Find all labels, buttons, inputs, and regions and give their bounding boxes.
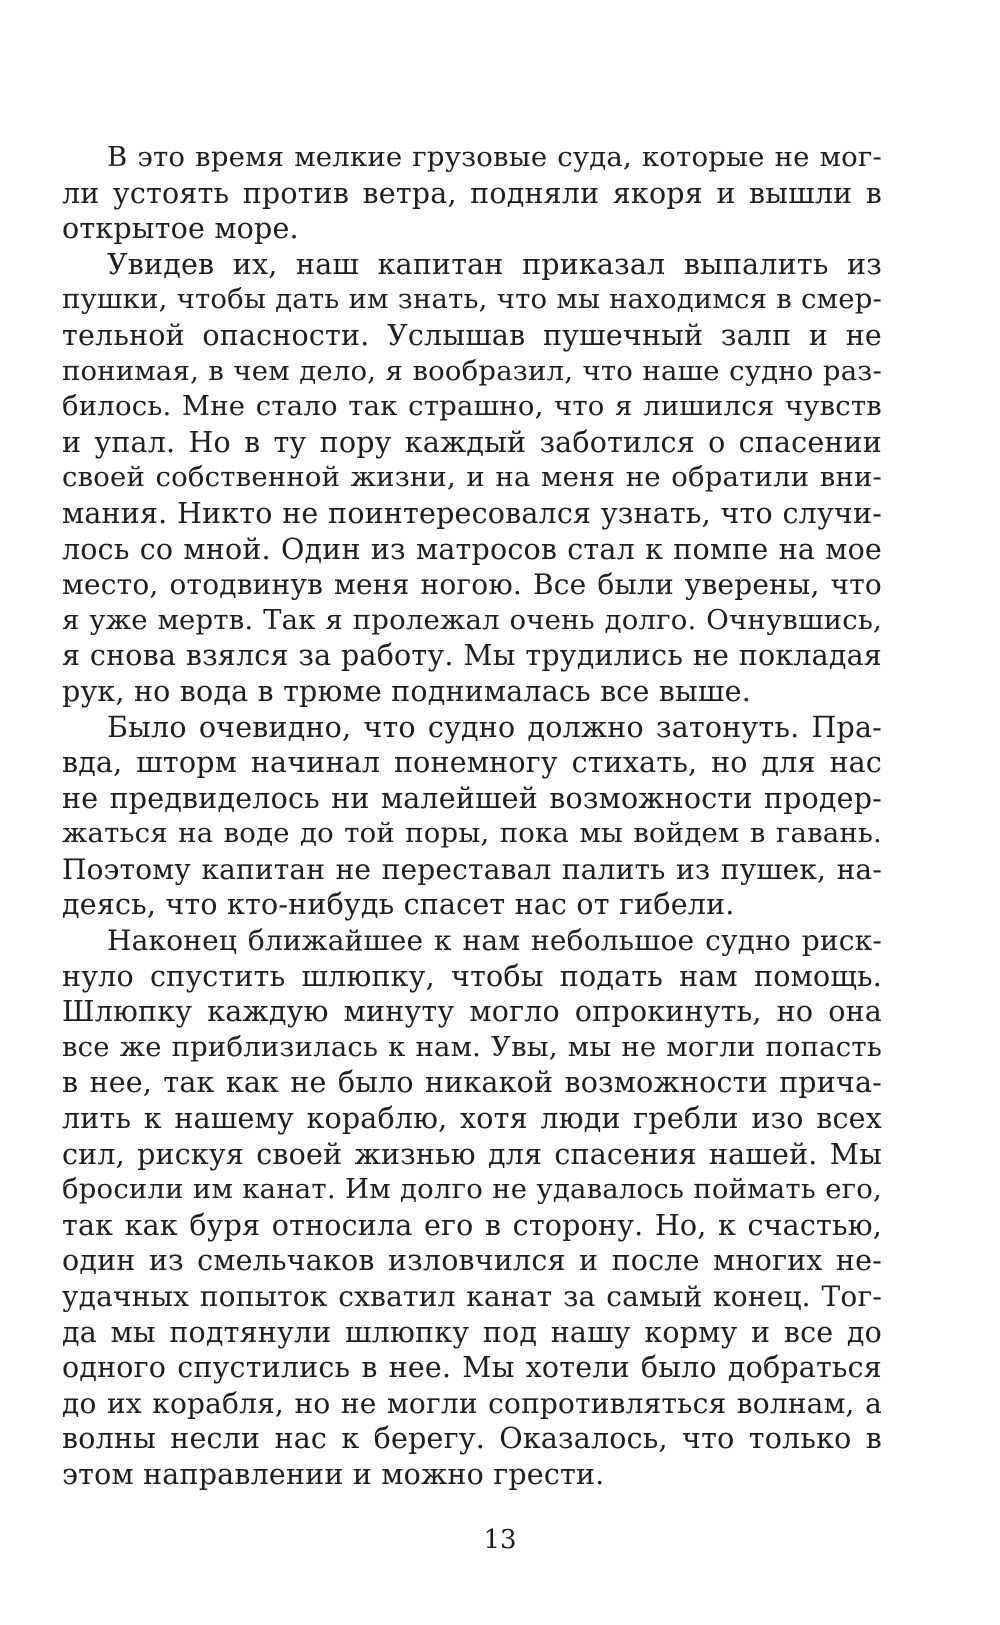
text-line: все же приблизилась к нам. Увы, мы не могли попасть	[62, 1030, 882, 1063]
text-line: тельной опасности. Услышав пушечный залп и не	[62, 318, 882, 352]
text-line: понимая, в чем дело, я вообразил, что наше судно раз-	[62, 354, 882, 387]
text-line: да мы подтянули шлюпку под нашу корму и все до	[62, 1315, 882, 1349]
text-line: лось со мной. Один из матросов стал к помпе на мое	[62, 532, 882, 566]
text-line: Шлюпку каждую минуту могло опрокинуть, но она	[62, 995, 882, 1029]
text-line: бросили им канат. Им долго не удавалось поймать его,	[62, 1173, 882, 1206]
text-line: Наконец ближайшее к нам небольшое судно риск-	[107, 924, 882, 958]
text-line: ли устоять против ветра, подняли якоря и вышли в	[62, 176, 882, 210]
text-line: я уже мертв. Так я пролежал очень долго. Очнувшись,	[62, 603, 882, 636]
text-line: этом направлении и можно грести.	[62, 1457, 605, 1491]
text-line: нуло спустить шлюпку, чтобы подать нам помощь.	[62, 959, 882, 993]
paragraph	[62, 710, 882, 924]
text-line: и упал. Но в ту пору каждый заботился о спасении	[62, 425, 882, 459]
text-line: мания. Никто не поинтересовался узнать, что случи-	[62, 496, 882, 530]
body-text	[62, 140, 882, 1493]
text-line: своей собственной жизни, и на меня не обратили вни-	[62, 461, 882, 494]
text-line: я снова взялся за работу. Мы трудились не покладая	[62, 639, 882, 673]
text-line: открытое море.	[62, 212, 299, 246]
text-line: В это время мелкие грузовые суда, которые не мог-	[107, 141, 882, 173]
text-line: до их корабля, но не могли сопротивляться волнам, а	[62, 1386, 882, 1420]
text-line: один из смельчаков изловчился и после многих не-	[62, 1244, 882, 1278]
paragraph	[62, 923, 882, 1493]
text-line: сил, рискуя своей жизнью для спасения нашей. Мы	[62, 1137, 882, 1171]
paragraph	[62, 247, 882, 710]
text-line: деясь, что кто-нибудь спасет нас от гибели.	[62, 888, 735, 922]
text-line: не предвиделось ни малейшей возможности продер-	[62, 781, 882, 815]
text-line: билось. Мне стало так страшно, что я лишился чувств	[62, 390, 882, 423]
text-line: одного спустились в нее. Мы хотели было добраться	[62, 1351, 882, 1385]
text-line: рук, но вода в трюме поднималась все выше.	[62, 674, 751, 708]
paragraph	[62, 140, 882, 247]
text-line: в нее, так как не было никакой возможности прича-	[62, 1066, 882, 1100]
text-line: вда, шторм начинал понемногу стихать, но для нас	[62, 746, 882, 780]
text-line: так как буря относила его в сторону. Но, к счастью,	[62, 1208, 882, 1242]
text-line: лить к нашему кораблю, хотя люди гребли изо всех	[62, 1102, 882, 1136]
text-line: Увидев их, наш капитан приказал выпалить из	[107, 247, 882, 281]
text-line: место, отодвинув меня ногою. Все были уверены, что	[62, 568, 882, 602]
text-line: удачных попыток схватил канат за самый конец. Тог-	[62, 1280, 882, 1313]
text-line: жаться на воде до той поры, пока мы войдем в гавань.	[62, 817, 882, 850]
page-number: 13	[483, 1525, 517, 1555]
text-line: Поэтому капитан не переставал палить из пушек, на-	[62, 852, 882, 886]
text-line: пушки, чтобы дать им знать, что мы находимся в смер-	[62, 283, 882, 316]
text-line: волны несли нас к берегу. Оказалось, что только в	[62, 1422, 882, 1456]
text-line: Было очевидно, что судно должно затонуть. Пра-	[107, 710, 882, 744]
